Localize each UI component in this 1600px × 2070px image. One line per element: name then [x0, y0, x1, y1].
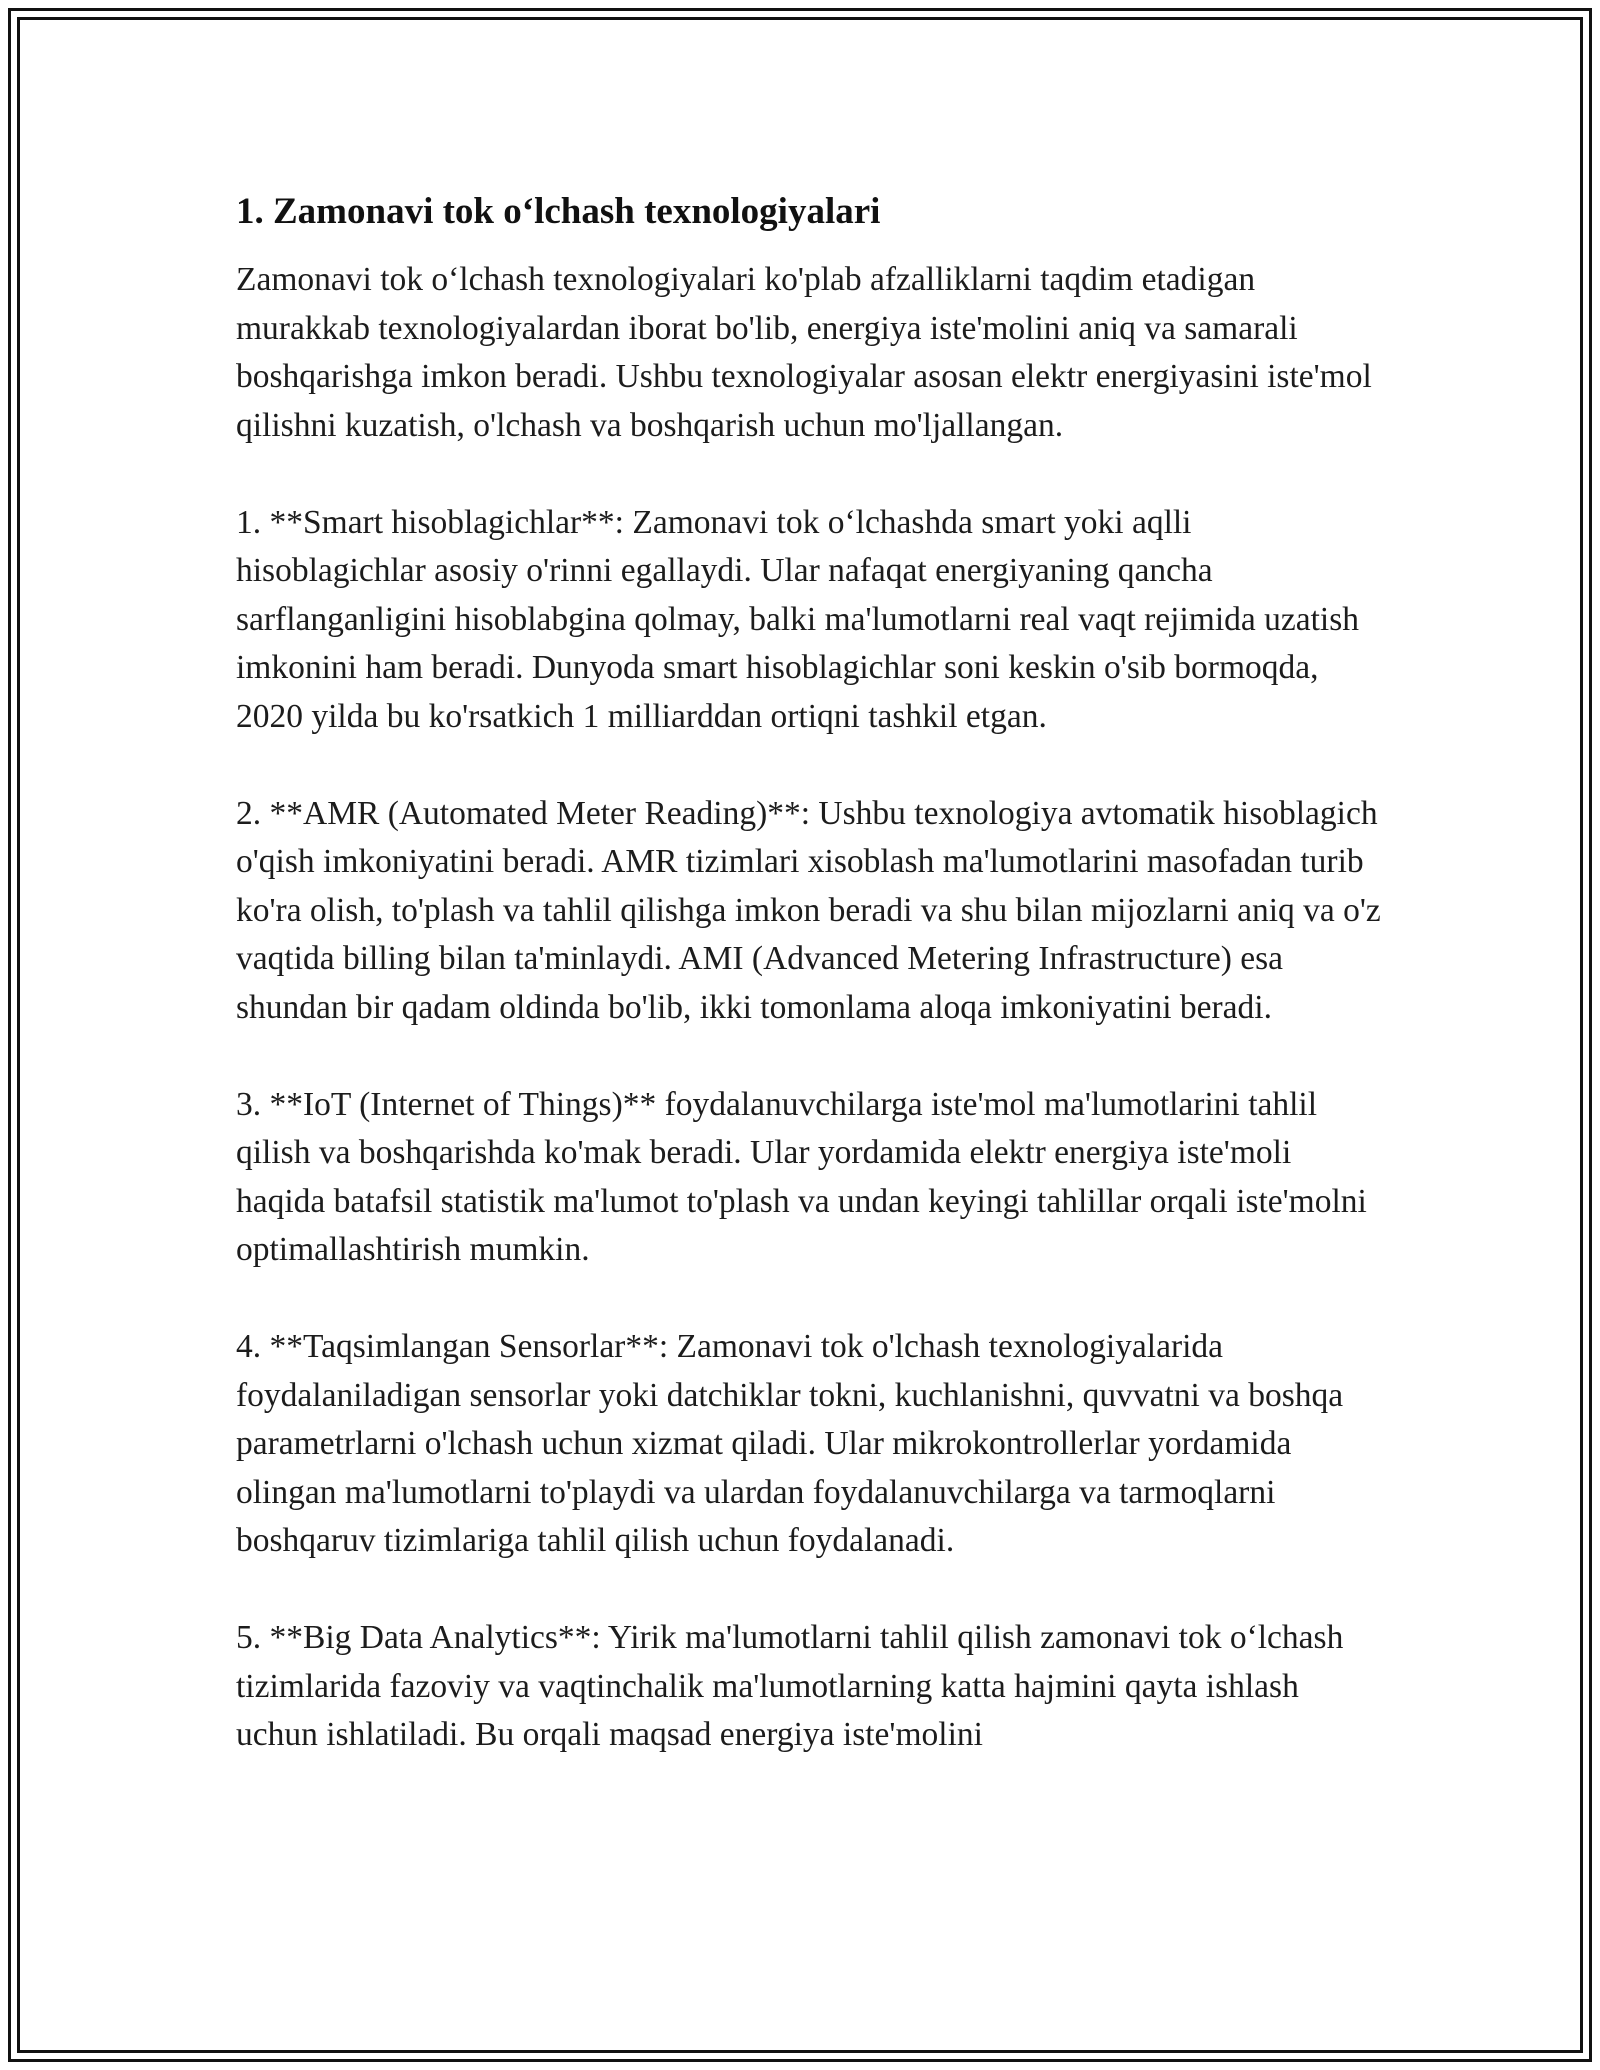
big-data-paragraph: 5. **Big Data Analytics**: Yirik ma'lumotlarni tahlil qilish zamonavi tok o‘lchash tizimlarida fazoviy va vaqtinchalik ma'lumotlarning katta hajmini qayta ishlash uchun ishlatiladi. Bu orqali maqsad energiya iste'molini [236, 1619, 1344, 1753]
intro-paragraph: Zamonavi tok o‘lchash texnologiyalari ko'plab afzalliklarni taqdim etadigan murakkab texnologiyalardan iborat bo'lib, energiya iste'molini aniq va samarali boshqarishga imkon beradi. Ushbu texnologiyalar asosan elektr energiyasini iste'mol qilishni kuzatish, o'lchash va boshqarish uchun mo'ljallangan. [236, 261, 1372, 444]
smart-meters-paragraph: 1. **Smart hisoblagichlar**: Zamonavi tok o‘lchashda smart yoki aqlli hisoblagichlar asosiy o'rinni egallaydi. Ular nafaqat energiyaning qancha sarflanganligini hisoblabgina qolmay, balki ma'lumotlarni real vaqt rejimida uzatish imkonini ham beradi. Dunyoda smart hisoblagichlar soni keskin o'sib bormoqda, 2020 yilda bu ko'rsatkich 1 milliarddan ortiqni tashkil etgan. [236, 503, 1360, 735]
iot-paragraph: 3. **IoT (Internet of Things)** foydalanuvchilarga iste'mol ma'lumotlarini tahlil qilish va boshqarishda ko'mak beradi. Ular yordamida elektr energiya iste'moli haqida batafsil statistik ma'lumot to'plash va undan keyingi tahlillar orqali iste'molni optimallashtirish mumkin. [236, 1085, 1367, 1268]
document-title: 1. Zamonavi tok o‘lchash texnologiyalari [236, 191, 881, 232]
amr-paragraph: 2. **AMR (Automated Meter Reading)**: Ushbu texnologiya avtomatik hisoblagich o'qish imkoniyatini beradi. AMR tizimlari xisoblash ma'lumotlarini masofadan turib ko'ra olish, to'plash va tahlil qilishga imkon beradi va shu bilan mijozlarni aniq va o'z vaqtida billing bilan ta'minlaydi. AMI (Advanced Metering Infrastructure) esa shundan bir qadam oldinda bo'lib, ikki tomonlama aloqa imkoniyatini beradi. [236, 794, 1381, 1026]
document-body [236, 188, 1386, 1808]
sensors-paragraph: 4. **Taqsimlangan Sensorlar**: Zamonavi tok o'lchash texnologiyalarida foydalaniladigan sensorlar yoki datchiklar tokni, kuchlanishni, quvvatni va boshqa parametrlarni o'lchash uchun xizmat qiladi. Ular mikrokontrollerlar yordamida olingan ma'lumotlarni to'playdi va ulardan foydalanuvchilarga va tarmoqlarni boshqaruv tizimlariga tahlil qilish uchun foydalanadi. [236, 1328, 1344, 1559]
